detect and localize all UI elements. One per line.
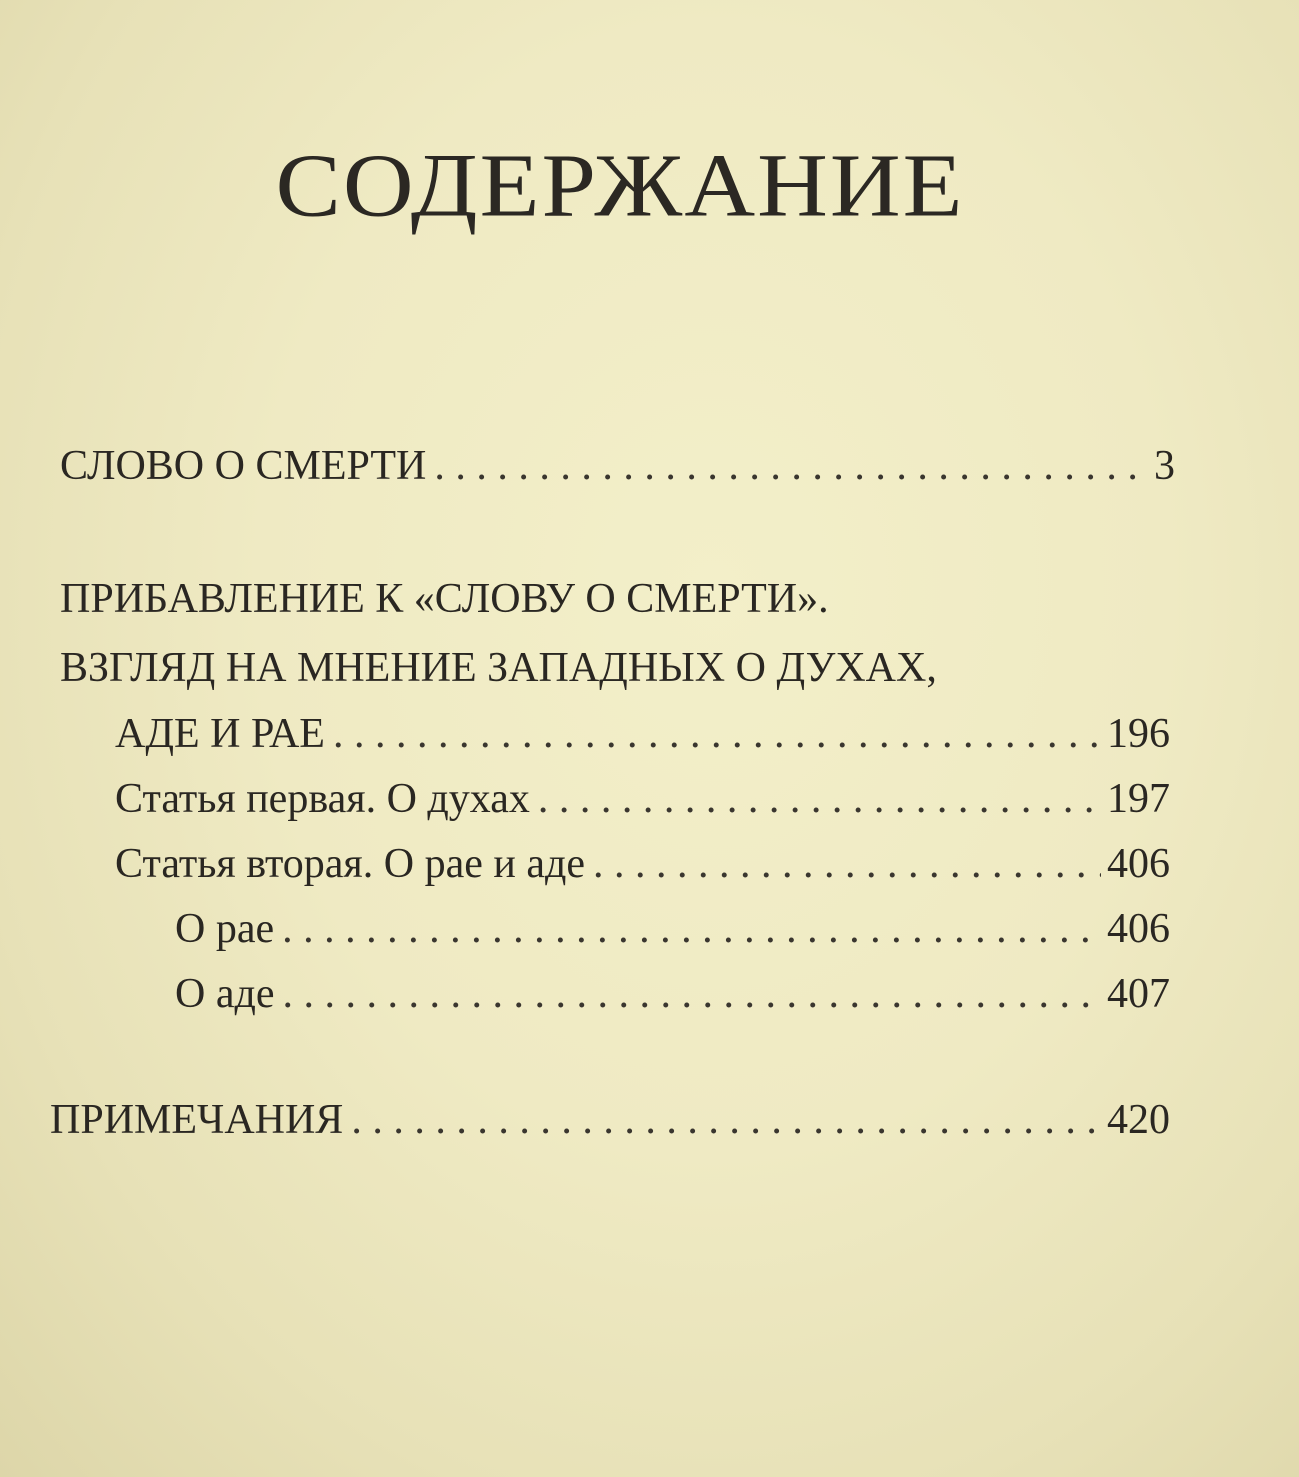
toc-page-number: 420 [1107, 1097, 1170, 1143]
dot-leader [434, 440, 1148, 492]
toc-entry-ade-i-rae [115, 708, 1170, 760]
toc-entry-label: О аде [175, 971, 275, 1017]
dot-leader [351, 1094, 1101, 1146]
dot-leader [282, 968, 1101, 1020]
toc-entry-slovo [60, 440, 1175, 492]
toc-entry-o-ade [175, 968, 1170, 1020]
toc-page-number: 196 [1107, 711, 1170, 757]
toc-entry-label: Статья вторая. О рае и аде [115, 841, 585, 887]
toc-entry-pribavlenie-line1: ПРИБАВЛЕНИЕ К «СЛОВУ О СМЕРТИ». [60, 576, 829, 622]
toc-entry-label: ПРИМЕЧАНИЯ [50, 1097, 344, 1143]
dot-leader [593, 838, 1101, 890]
page-title: СОДЕРЖАНИЕ [275, 136, 965, 236]
dot-leader [538, 773, 1101, 825]
toc-entry-statya2 [115, 838, 1170, 890]
toc-entry-primechaniya [50, 1094, 1170, 1146]
toc-entry-label: СЛОВО О СМЕРТИ [60, 443, 427, 489]
toc-page-number: 3 [1154, 443, 1175, 489]
dot-leader [333, 708, 1101, 760]
dot-leader [282, 903, 1101, 955]
toc-page-number: 406 [1107, 906, 1170, 952]
toc-entry-pribavlenie-line2: ВЗГЛЯД НА МНЕНИЕ ЗАПАДНЫХ О ДУХАХ, [60, 645, 937, 691]
toc-page-number: 197 [1107, 776, 1170, 822]
toc-page-number: 407 [1107, 971, 1170, 1017]
toc-entry-statya1 [115, 773, 1170, 825]
toc-entry-o-rae [175, 903, 1170, 955]
toc-page-number: 406 [1107, 841, 1170, 887]
toc-entry-label: Статья первая. О духах [115, 776, 530, 822]
toc-entry-label: О рае [175, 906, 275, 952]
toc-entry-label: АДЕ И РАЕ [115, 711, 325, 757]
